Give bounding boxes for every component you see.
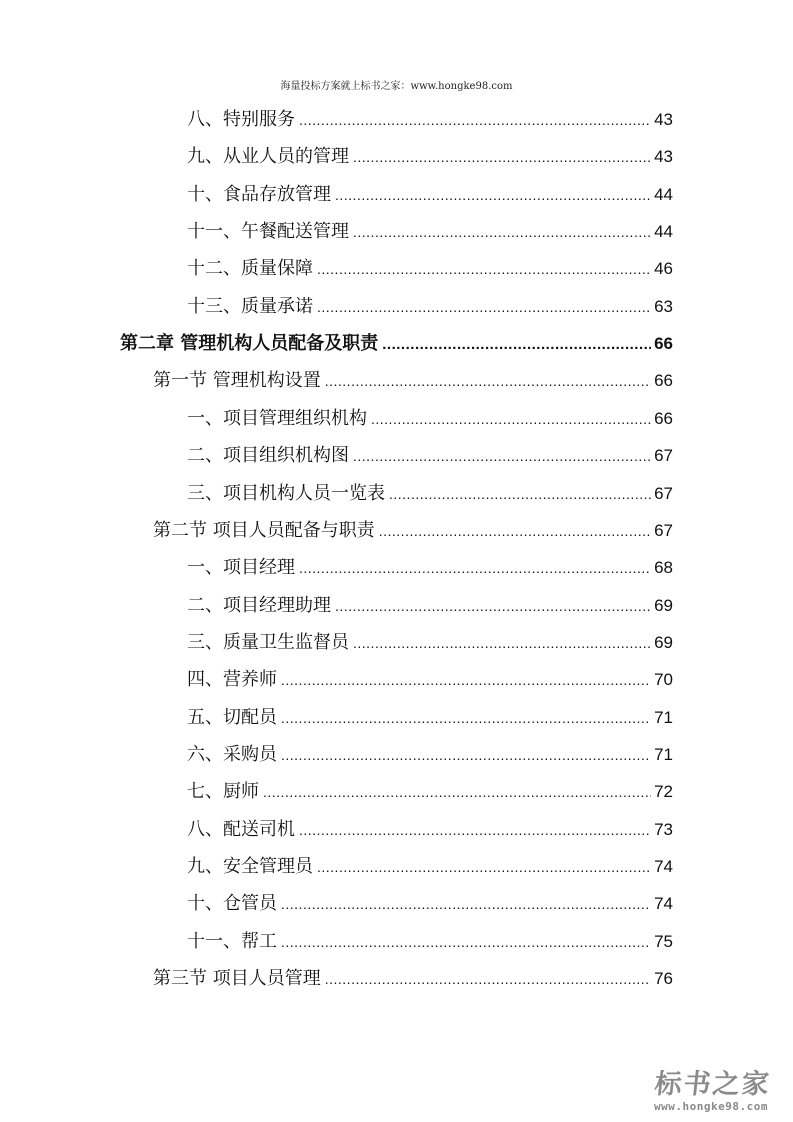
toc-item-entry[interactable] [187, 475, 673, 512]
toc-entry-title: 七、厨师 [187, 781, 259, 803]
toc-entry-title: 九、从业人员的管理 [187, 146, 349, 168]
logo-wordmark: 标书之家 [653, 1069, 773, 1100]
toc-item-entry[interactable] [187, 176, 673, 213]
toc-item-entry[interactable] [187, 885, 673, 922]
toc-chapter-entry[interactable] [120, 325, 673, 362]
toc-page-number: 71 [654, 707, 673, 727]
watermark-logo [636, 1060, 786, 1116]
toc-dot-leader [281, 737, 651, 774]
toc-dot-leader [335, 177, 651, 214]
toc-entry-title: 第二章 管理机构人员配备及职责 [120, 333, 379, 355]
toc-page-number: 67 [654, 483, 673, 503]
toc-item-entry[interactable] [187, 400, 673, 437]
toc-entry-title: 第三节 项目人员管理 [153, 968, 321, 990]
toc-dot-leader [299, 812, 651, 849]
toc-item-entry[interactable] [187, 101, 673, 138]
toc-entry-title: 二、项目组织机构图 [187, 445, 349, 467]
toc-page-number: 44 [654, 222, 673, 242]
toc-page-number: 74 [654, 857, 673, 876]
toc-page-number: 46 [654, 259, 673, 279]
toc-page-number: 43 [654, 110, 673, 129]
toc-dot-leader [382, 326, 651, 363]
toc-dot-leader [281, 700, 651, 737]
toc-section-entry[interactable] [153, 960, 673, 997]
toc-dot-leader [379, 513, 651, 550]
toc-page-number: 68 [654, 558, 673, 578]
toc-page-number: 70 [654, 670, 673, 690]
toc-page-number: 71 [654, 744, 673, 764]
toc-section-entry[interactable] [153, 512, 673, 549]
toc-item-entry[interactable] [187, 699, 673, 736]
toc-dot-leader [263, 774, 651, 811]
toc-dot-leader [325, 961, 651, 998]
toc-page-number: 44 [654, 184, 673, 204]
toc-dot-leader [335, 588, 651, 625]
toc-page-number: 72 [654, 782, 673, 802]
toc-page-number: 76 [654, 969, 673, 989]
toc-entry-title: 八、特别服务 [187, 109, 295, 130]
toc-entry-title: 三、质量卫生监督员 [187, 631, 349, 653]
toc-entry-title: 一、项目经理 [187, 557, 295, 579]
toc-entry-title: 第一节 管理机构设置 [153, 370, 321, 392]
logo-url: www.hongke98.com [654, 1100, 768, 1113]
toc-dot-leader [281, 662, 651, 699]
toc-page-number: 75 [654, 931, 673, 951]
toc-item-entry[interactable] [187, 624, 673, 661]
toc-entry-title: 五、切配员 [187, 706, 277, 728]
toc-dot-leader [299, 550, 651, 587]
toc-dot-leader [353, 625, 651, 662]
toc-entry-title: 十三、质量承诺 [187, 295, 313, 317]
toc-item-entry[interactable] [187, 213, 673, 250]
toc-item-entry[interactable] [187, 773, 673, 810]
toc-item-entry[interactable] [187, 437, 673, 474]
toc-page-number: 67 [654, 520, 673, 540]
toc-page-number: 67 [654, 446, 673, 466]
toc-entry-title: 第二节 项目人员配备与职责 [153, 519, 375, 541]
toc-entry-title: 十、仓管员 [187, 893, 277, 915]
toc-page-number: 66 [654, 408, 673, 428]
toc-page-number: 73 [654, 819, 673, 839]
toc-item-entry[interactable] [187, 923, 673, 960]
toc-dot-leader [353, 139, 651, 176]
toc-dot-leader [317, 849, 651, 886]
toc-dot-leader [281, 886, 651, 923]
toc-dot-leader [317, 289, 651, 326]
toc-page-number: 43 [654, 147, 673, 167]
toc-dot-leader [281, 924, 651, 961]
toc-dot-leader [317, 251, 651, 288]
toc-entry-title: 三、项目机构人员一览表 [187, 482, 385, 504]
toc-dot-leader [325, 363, 651, 400]
toc-item-entry[interactable] [187, 250, 673, 287]
toc-entry-title: 十一、帮工 [187, 930, 277, 952]
toc-dot-leader [371, 401, 651, 438]
toc-item-entry[interactable] [187, 587, 673, 624]
toc-item-entry[interactable] [187, 811, 673, 848]
toc-entry-title: 十二、质量保障 [187, 258, 313, 280]
toc-item-entry[interactable] [187, 661, 673, 698]
toc-entry-title: 六、采购员 [187, 743, 277, 765]
toc-page-number: 66 [654, 334, 673, 354]
toc-dot-leader [353, 214, 651, 251]
toc-section-entry[interactable] [153, 362, 673, 399]
toc-entry-title: 十、食品存放管理 [187, 183, 331, 205]
toc-item-entry[interactable] [187, 549, 673, 586]
toc-dot-leader [389, 476, 651, 513]
page-header: 海量投标方案就上标书之家：www.hongke98.com [280, 81, 513, 92]
toc-page-number: 74 [654, 894, 673, 914]
toc-entry-title: 十一、午餐配送管理 [187, 221, 349, 243]
toc-entry-title: 九、安全管理员 [187, 856, 313, 877]
toc-page-number: 69 [654, 595, 673, 615]
toc-item-entry[interactable] [187, 138, 673, 175]
toc-item-entry[interactable] [187, 288, 673, 325]
toc-page-number: 69 [654, 632, 673, 652]
toc-dot-leader [299, 102, 651, 139]
toc-entry-title: 一、项目管理组织机构 [187, 407, 367, 429]
toc-entry-title: 四、营养师 [187, 669, 277, 691]
toc-dot-leader [353, 438, 651, 475]
toc-item-entry[interactable] [187, 736, 673, 773]
toc-page-number: 66 [654, 371, 673, 391]
toc-entry-title: 八、配送司机 [187, 818, 295, 840]
toc-page-number: 63 [654, 296, 673, 316]
toc-entry-title: 二、项目经理助理 [187, 594, 331, 616]
toc-item-entry[interactable] [187, 848, 673, 885]
